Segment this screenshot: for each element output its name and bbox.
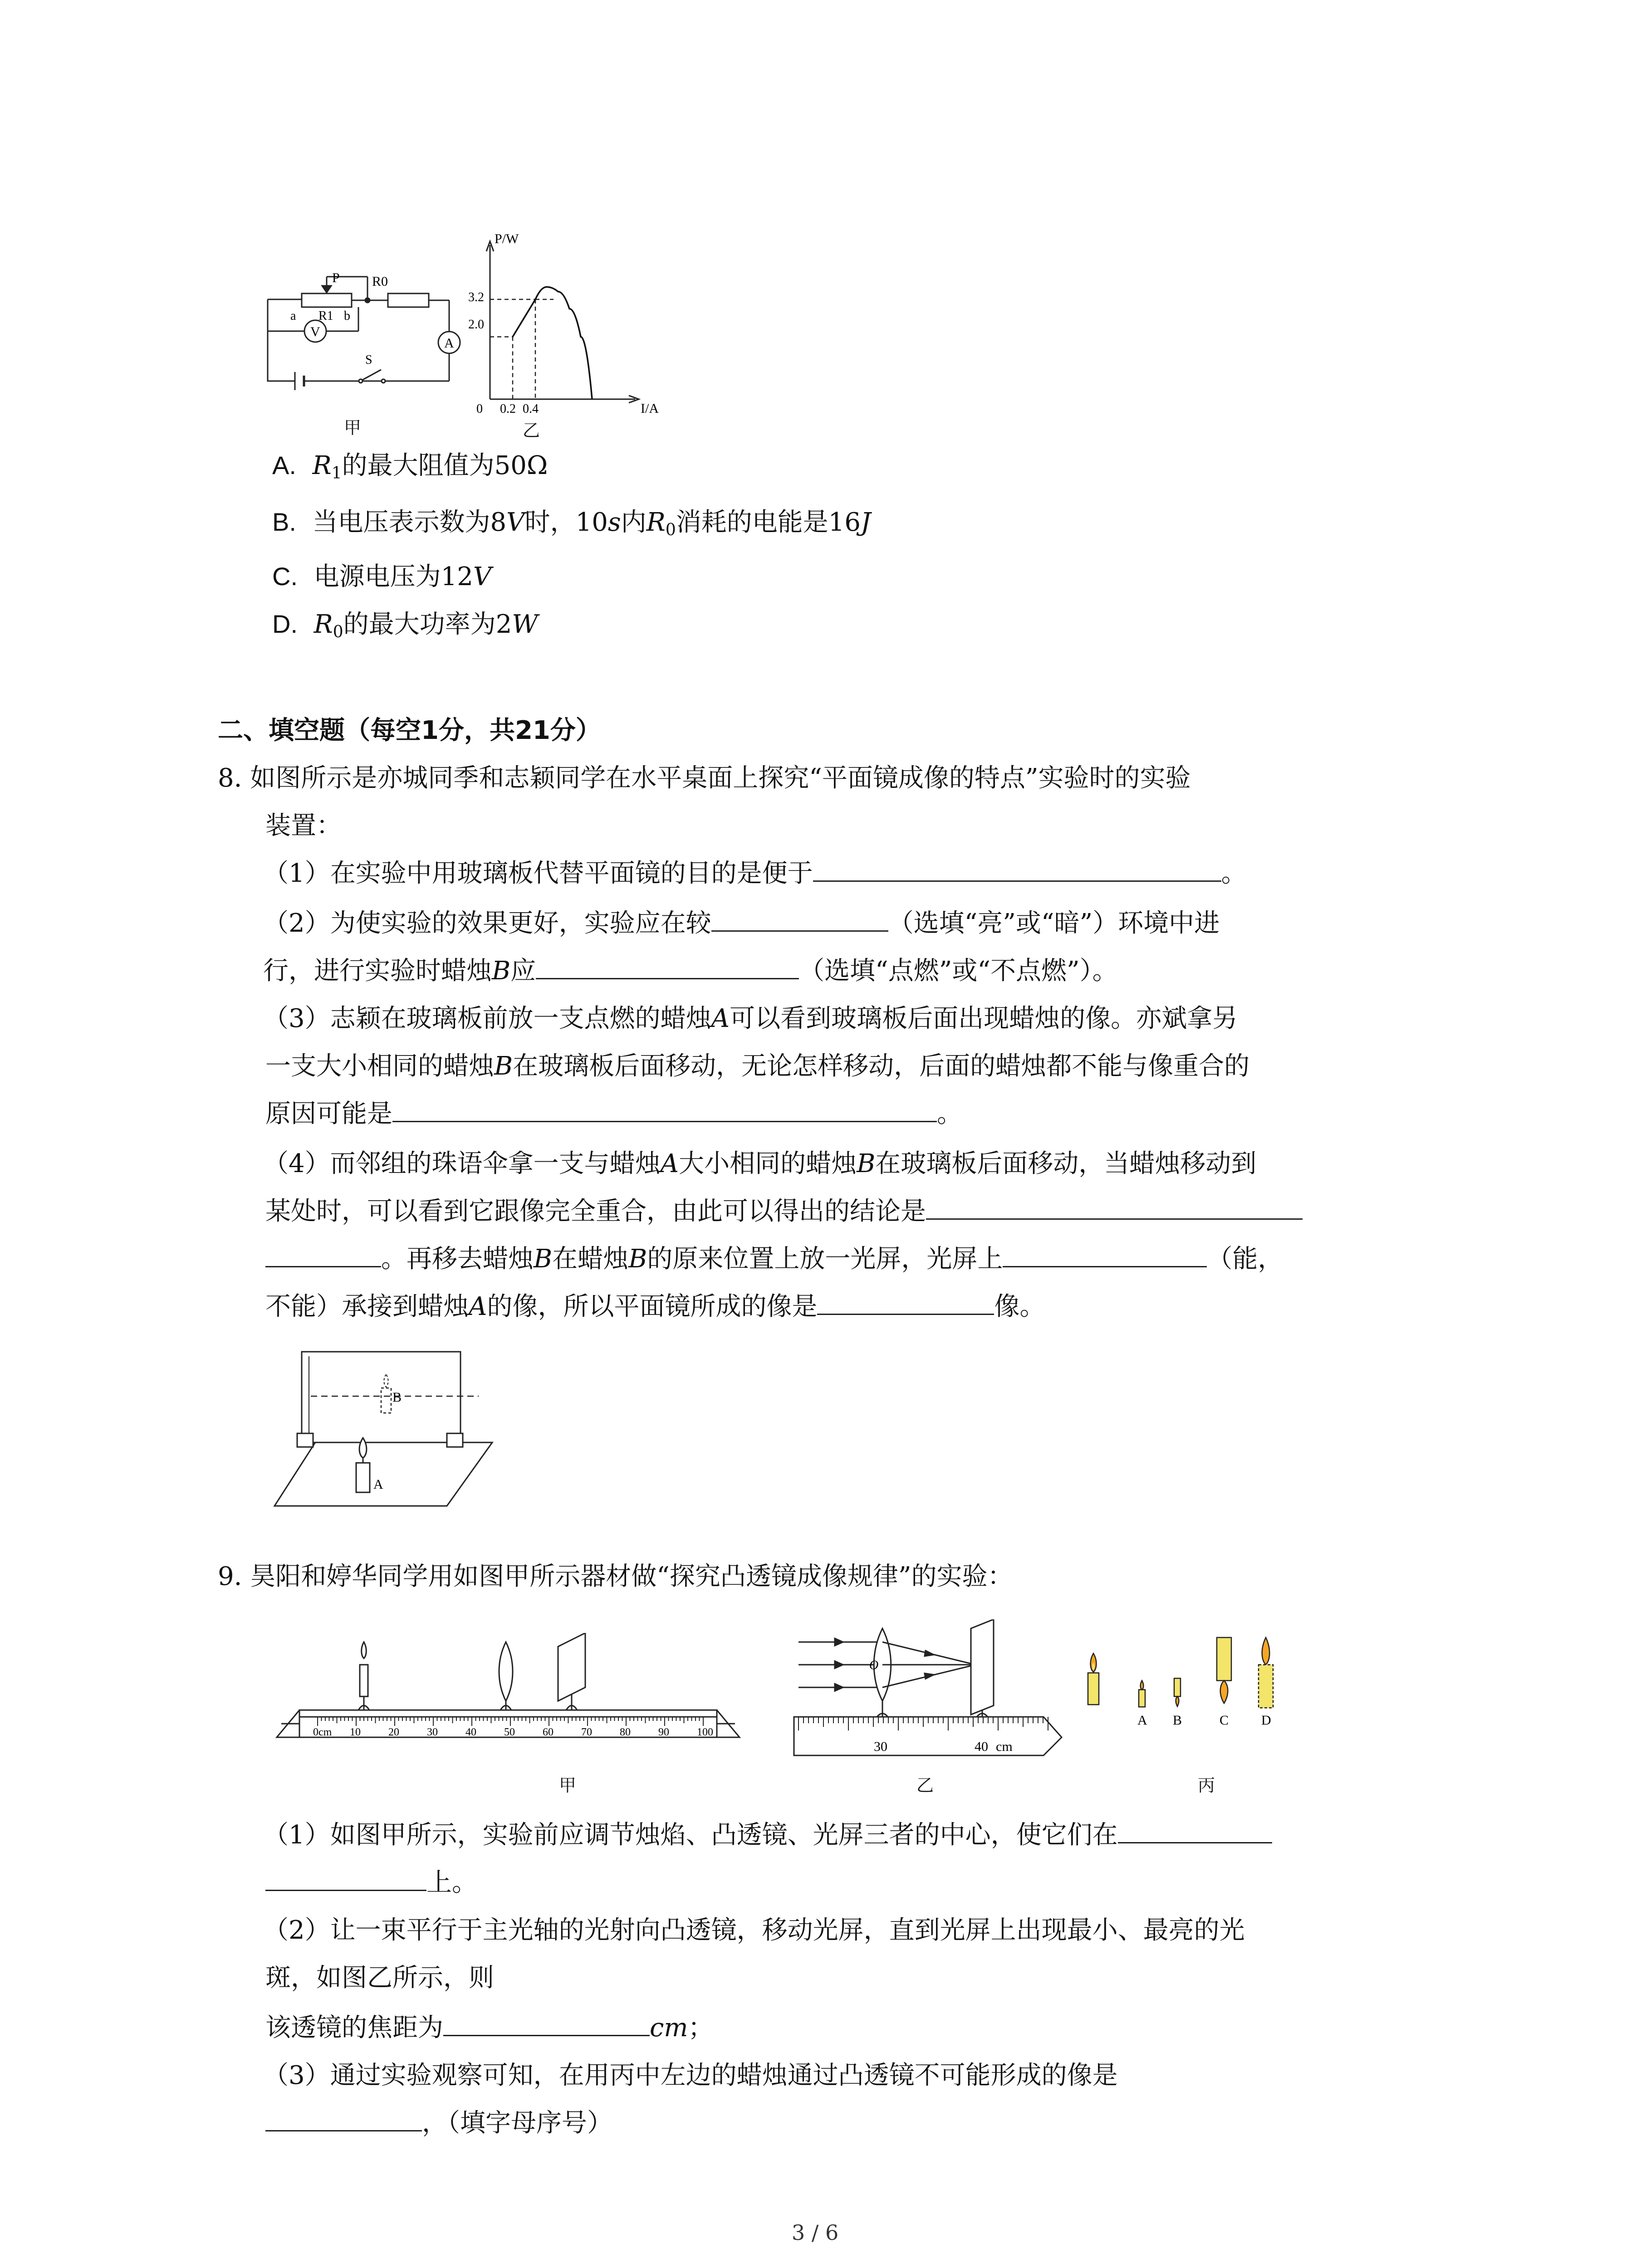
- candle-option-a: A: [1137, 1713, 1147, 1728]
- voltmeter-label: V: [310, 324, 320, 339]
- q9-part2-line3: 该透镜的焦距为 cm；: [265, 2013, 714, 2043]
- fig-yi-caption: 乙: [916, 1775, 934, 1795]
- ruler-label: 70: [581, 1726, 592, 1738]
- x-axis-label: I/A: [641, 401, 659, 416]
- section-heading: 二、填空题（每空1分，共21分）: [218, 716, 601, 745]
- ruler-label-40: 40: [975, 1739, 988, 1754]
- switch-label: S: [365, 353, 372, 367]
- q8-part4-line2: 某处时，可以看到它跟像完全重合，由此可以得出的结论是: [265, 1195, 1303, 1228]
- r0-label: R0: [372, 274, 388, 289]
- y-tick-3-2: 3.2: [468, 290, 484, 304]
- q9-part3-line1: （3）通过实验观察可知，在用丙中左边的蜡烛通过凸透镜不可能形成的像是: [263, 2061, 1118, 2090]
- answer-blank[interactable]: [1118, 1819, 1272, 1843]
- candle-option-b: B: [1173, 1713, 1182, 1728]
- x-tick-0: 0: [476, 402, 483, 416]
- ruler-label: 60: [543, 1726, 554, 1738]
- q8-part1: （1）在实验中用玻璃板代替平面镜的目的是便于 。: [263, 859, 1247, 888]
- answer-blank[interactable]: [536, 955, 799, 979]
- ruler-label: 10: [350, 1726, 361, 1738]
- optical-center-label: O: [869, 1658, 879, 1672]
- terminal-a-label: a: [290, 309, 296, 323]
- candle-images-figure: [1075, 1624, 1329, 1760]
- focal-length-figure: [789, 1619, 1071, 1769]
- q8-part2-line2: 行，进行实验时蜡烛B应 （选填“点燃”或“不点燃”）。: [263, 956, 1118, 986]
- q8-part4-line1: （4）而邻组的珠语伞拿一支与蜡烛A大小相同的蜡烛B在玻璃板后面移动，当蜡烛移动到: [263, 1149, 1257, 1178]
- circuit-caption: 甲: [344, 418, 362, 438]
- answer-blank[interactable]: [711, 908, 888, 932]
- ruler-label: 20: [388, 1726, 399, 1738]
- answer-blank[interactable]: [443, 2012, 650, 2036]
- fig-bing-caption: 丙: [1198, 1775, 1215, 1795]
- y-tick-2-0: 2.0: [468, 318, 484, 332]
- option-a: A. $R_1$的最大阻值为50Ω: [272, 451, 548, 483]
- candle-option-c: C: [1220, 1713, 1229, 1728]
- candle-a-label: A: [373, 1477, 383, 1492]
- option-c: C. 电源电压为12V: [272, 562, 492, 591]
- r1-label: R1: [318, 309, 333, 323]
- answer-blank[interactable]: [265, 2107, 422, 2131]
- answer-blank[interactable]: [1003, 1243, 1207, 1267]
- power-curve: [513, 287, 592, 400]
- option-b: B. 当电压表示数为8V时，10s内$R_0$消耗的电能是16J: [272, 508, 871, 539]
- answer-blank[interactable]: [926, 1196, 1303, 1220]
- terminal-b-label: b: [344, 309, 350, 323]
- plane-mirror-figure: [265, 1343, 501, 1515]
- ruler-label: 80: [620, 1726, 631, 1738]
- q9-stem: 9. 昊阳和婷华同学用如图甲所示器材做“探究凸透镜成像规律”的实验：: [218, 1562, 1013, 1591]
- answer-blank[interactable]: [265, 1867, 426, 1891]
- answer-blank[interactable]: [813, 858, 1221, 882]
- graph-caption: 乙: [523, 420, 540, 440]
- answer-blank[interactable]: [392, 1098, 937, 1122]
- ruler-label: 30: [427, 1726, 438, 1738]
- ruler-label: 90: [658, 1726, 669, 1738]
- q8-part4-line3: 。再移去蜡烛B在蜡烛B的原来位置上放一光屏，光屏上 （能，: [265, 1243, 1283, 1276]
- q9-part2-line2: 斑，如图乙所示，则: [265, 1963, 494, 1993]
- slider-label-p: P: [332, 270, 340, 285]
- candle-option-d: D: [1261, 1713, 1271, 1728]
- power-current-graph: [463, 231, 662, 422]
- circuit-diagram: [254, 268, 467, 417]
- q8-part3-line3: 原因可能是 。: [265, 1099, 962, 1129]
- x-tick-0-2: 0.2: [500, 402, 516, 416]
- answer-blank[interactable]: [265, 1243, 381, 1267]
- guide-lines: [490, 299, 554, 399]
- ruler-label: 100: [697, 1726, 713, 1738]
- ruler-label: 0cm: [313, 1726, 332, 1738]
- ruler-label-cm: cm: [996, 1739, 1013, 1754]
- ruler-label: 50: [504, 1726, 515, 1738]
- q8-stem-line2: 装置：: [265, 811, 342, 841]
- ruler-label-30: 30: [874, 1739, 887, 1754]
- q8-part2-line1: （2）为使实验的效果更好，实验应在较 （选填“亮”或“暗”）环境中进: [263, 909, 1220, 938]
- q9-part2-line1: （2）让一束平行于主光轴的光射向凸透镜，移动光屏，直到光屏上出现最小、最亮的光: [263, 1916, 1245, 1945]
- answer-blank[interactable]: [817, 1291, 994, 1315]
- optical-bench-figure: [268, 1633, 744, 1769]
- q8-part3-line1: （3）志颖在玻璃板前放一支点燃的蜡烛A可以看到玻璃板后面出现蜡烛的像。亦斌拿另: [263, 1004, 1238, 1033]
- q9-part1-line2: 上。: [265, 1867, 477, 1899]
- option-d: D. $R_0$的最大功率为2W: [272, 610, 538, 641]
- q9-part1-line1: （1）如图甲所示，实验前应调节烛焰、凸透镜、光屏三者的中心，使它们在: [263, 1819, 1272, 1852]
- q9-part3-line2: ，（填字母序号）: [265, 2107, 612, 2140]
- y-axis-label: P/W: [495, 231, 519, 246]
- page-number: 3 / 6: [792, 2220, 839, 2245]
- q8-part3-line2: 一支大小相同的蜡烛B在玻璃板后面移动，无论怎样移动，后面的蜡烛都不能与像重合的: [265, 1051, 1250, 1081]
- candle-b-label: B: [392, 1390, 402, 1405]
- x-tick-0-4: 0.4: [523, 402, 539, 416]
- q8-stem-line1: 8. 如图所示是亦城同季和志颖同学在水平桌面上探究“平面镜成像的特点”实验时的实验: [218, 763, 1191, 793]
- q8-part4-line4: 不能）承接到蜡烛A的像，所以平面镜所成的像是 像。: [265, 1292, 1045, 1321]
- ammeter-label: A: [444, 336, 454, 351]
- fig-jia-caption: 甲: [559, 1775, 577, 1795]
- ruler-label: 40: [465, 1726, 476, 1738]
